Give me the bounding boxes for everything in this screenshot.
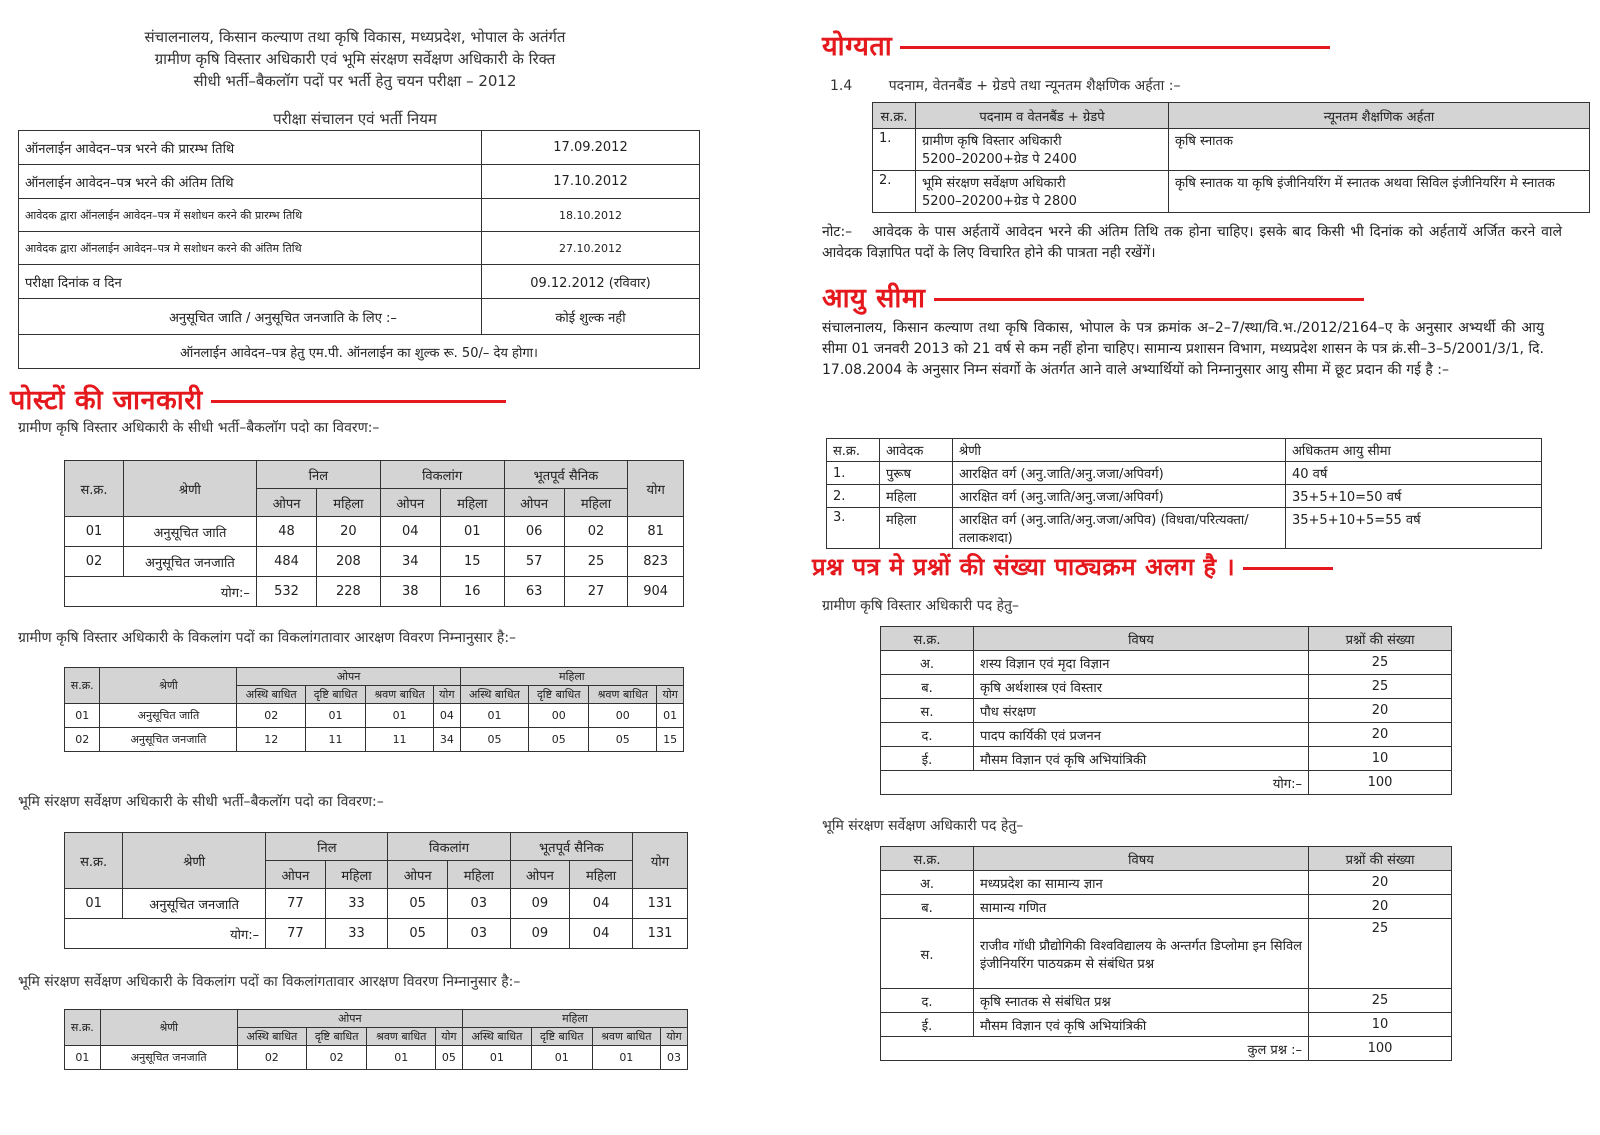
col-female: महिला	[570, 861, 633, 889]
col-ortho: अस्थि बाधित	[237, 1028, 306, 1046]
col-hearing: श्रवण बाधित	[592, 1028, 661, 1046]
table-cell: 48	[256, 517, 316, 547]
table-cell: 35+5+10+5=55 वर्ष	[1286, 508, 1542, 549]
table-cell: अनुसूचित जाति	[100, 704, 237, 728]
table-cell: 04	[380, 517, 440, 547]
table-cell: 05	[436, 1046, 463, 1070]
soil-syllabus-table	[880, 846, 1452, 1061]
date-label: ऑनलाईन आवेदन–पत्र भरने की अंतिम तिथि	[19, 165, 482, 199]
rural-disabled-table	[64, 667, 684, 752]
table-cell: राजीव गॉधी प्रौद्योगिकी विश्वविद्यालय के अन्तर्गत डिप्लोमा इन सिविल इंजीनियरिंग पाठयक्रम से संबंधित प्रश्न	[974, 919, 1309, 989]
note-label: नोट:–	[822, 224, 853, 240]
date-label: आवेदक द्वारा ऑनलाईन आवेदन–पत्र मे सशोधन करने की अंतिम तिथि	[19, 232, 482, 265]
table-cell: 81	[628, 517, 684, 547]
qualification-table	[872, 102, 1590, 213]
col-subject: विषय	[974, 627, 1309, 651]
table-cell: 04	[434, 704, 461, 728]
col-max-age: अधिकतम आयु सीमा	[1286, 439, 1542, 462]
table-cell: 01	[65, 1046, 101, 1070]
col-sno: स.क्र.	[65, 1010, 101, 1046]
table-cell: पुरूष	[880, 462, 953, 485]
table-cell: ग्रामीण कृषि विस्तार अधिकारी 5200–20200+ग्रेड पे 2400	[916, 129, 1169, 171]
table-cell: स.	[881, 919, 974, 989]
table-cell: शस्य विज्ञान एवं मृदा विज्ञान	[974, 651, 1309, 675]
t4-caption: भूमि संरक्षण सर्वेक्षण अधिकारी के विकलांग पदों का विकलांगतावार आरक्षण विवरण निम्नानुसार है:–	[18, 974, 521, 990]
table-cell: अनुसूचित जाति	[123, 517, 256, 547]
table-cell: 2.	[827, 485, 880, 508]
table-cell: अनुसूचित जनजाति	[100, 728, 237, 752]
col-category: श्रेणी	[953, 439, 1286, 462]
date-value: 17.10.2012	[482, 165, 700, 199]
table-cell: 12	[237, 728, 306, 752]
table-cell: 04	[570, 889, 633, 919]
total-row	[881, 1037, 1452, 1061]
table-row	[881, 919, 1452, 989]
table-cell: अनुसूचित जनजाति	[123, 889, 266, 919]
table-cell: 15	[440, 547, 504, 577]
table-cell: पौध संरक्षण	[974, 699, 1309, 723]
col-ex-servicemen: भूतपूर्व सैनिक	[504, 461, 628, 489]
table-row	[881, 675, 1452, 699]
table-cell: 35+5+10=50 वर्ष	[1286, 485, 1542, 508]
col-nil: निल	[256, 461, 380, 489]
col-open: ओपन	[266, 861, 325, 889]
table-cell: आरक्षित वर्ग (अनु.जाति/अनु.जजा/अपिव) (विधवा/परित्यक्ता/तलाकशदा)	[953, 508, 1286, 549]
col-sno: स.क्र.	[827, 439, 880, 462]
col-sno: स.क्र.	[65, 461, 124, 517]
col-open: ओपन	[510, 861, 569, 889]
table-cell: 05	[388, 889, 447, 919]
table-cell: 01	[366, 704, 434, 728]
table-cell: कृषि अर्थशास्त्र एवं विस्तार	[974, 675, 1309, 699]
table-cell: 15	[657, 728, 684, 752]
table-row	[881, 989, 1452, 1013]
col-visual: दृष्टि बाधित	[532, 1028, 593, 1046]
syllabus-heading: प्रश्न पत्र मे प्रश्नों की संख्या पाठ्यक्रम अलग है ।	[812, 550, 1333, 583]
col-sno: स.क्र.	[881, 847, 974, 871]
col-female: महिला	[440, 489, 504, 517]
col-total: योग	[632, 833, 687, 889]
table-cell: 1.	[873, 129, 916, 171]
table-cell: 02	[237, 704, 306, 728]
col-female: महिला	[462, 1010, 687, 1028]
col-sum: योग	[434, 686, 461, 704]
total-row	[65, 919, 688, 949]
rural-syllabus-table	[880, 626, 1452, 795]
t3-caption: भूमि संरक्षण सर्वेक्षण अधिकारी के सीधी भर्ती–बैकलॉग पदो का विवरण:–	[18, 794, 384, 810]
age-paragraph: संचालनालय, किसान कल्याण तथा कृषि विकास, भोपाल के पत्र क्रमांक अ–2–7/स्था/वि.भ./2012/2164–ए के अनुसार अभ्यर्थी की आयु सीमा 01 जनवरी 2013 को 21 वर्ष से कम नहीं होना चाहिए। सामान्य प्रशासन विभाग, मध्यप्रदेश शासन के पत्र क्रं.सी–3–5/2001/3/1, दि. 17.08.2004 के अनुसार निम्न संवर्गो के अंतर्गत आने वाले अभ्यार्थियों को निम्नानुसार आयु सीमा में छूट प्रदान की गई है :–	[822, 320, 1544, 378]
table-cell: 63	[504, 577, 564, 607]
table-row	[65, 889, 688, 919]
col-visual: दृष्टि बाधित	[529, 686, 589, 704]
col-hearing: श्रवण बाधित	[367, 1028, 436, 1046]
table-cell: 25	[1309, 919, 1452, 989]
table-cell: ब.	[881, 895, 974, 919]
qualification-caption	[830, 76, 1180, 95]
col-ortho: अस्थि बाधित	[237, 686, 306, 704]
date-value: कोई शुल्क नही	[482, 299, 700, 335]
table-cell: 20	[1309, 699, 1452, 723]
col-education: न्यूनतम शैक्षणिक अर्हता	[1169, 103, 1590, 129]
age-heading: आयु सीमा	[822, 278, 1364, 315]
table-cell: 03	[661, 1046, 688, 1070]
table-cell: भूमि संरक्षण सर्वेक्षण अधिकारी 5200–20200+ग्रेड पे 2800	[916, 171, 1169, 213]
soil-disabled-table	[64, 1009, 688, 1070]
table-row	[881, 723, 1452, 747]
col-visual: दृष्टि बाधित	[306, 1028, 367, 1046]
table-cell: 484	[256, 547, 316, 577]
header-line-2: ग्रामीण कृषि विस्तार अधिकारी एवं भूमि संरक्षण सर्वेक्षण अधिकारी के रिक्त	[154, 50, 556, 68]
table-cell: 77	[266, 889, 325, 919]
table-cell: 33	[325, 919, 388, 949]
table-cell: 27	[564, 577, 628, 607]
table-cell: 02	[65, 547, 124, 577]
table-cell: 34	[434, 728, 461, 752]
table-cell: 20	[317, 517, 381, 547]
col-open: ओपन	[380, 489, 440, 517]
table-cell: 01	[462, 1046, 531, 1070]
table-cell: 09	[510, 889, 569, 919]
table-cell: 01	[65, 517, 124, 547]
table-row	[881, 895, 1452, 919]
col-sum: योग	[657, 686, 684, 704]
doc-header	[10, 26, 700, 92]
table-cell: 01	[65, 704, 100, 728]
posts-heading: पोस्टों की जानकारी	[10, 380, 506, 417]
col-sum: योग	[436, 1028, 463, 1046]
col-category: श्रेणी	[100, 1010, 237, 1046]
col-post: पदनाम व वेतनबैंड + ग्रेडपे	[916, 103, 1169, 129]
table-row	[873, 129, 1590, 171]
table-cell: ब.	[881, 675, 974, 699]
col-sum: योग	[661, 1028, 688, 1046]
col-open: ओपन	[388, 861, 447, 889]
col-total: योग	[628, 461, 684, 517]
table-cell: 25	[564, 547, 628, 577]
date-label: परीक्षा दिनांक व दिन	[19, 265, 482, 299]
rural-syllabus-caption: ग्रामीण कृषि विस्तार अधिकारी पद हेतु–	[822, 598, 1020, 614]
table-cell: 01	[460, 704, 529, 728]
col-hearing: श्रवण बाधित	[589, 686, 657, 704]
table-cell: 131	[632, 919, 687, 949]
col-category: श्रेणी	[100, 668, 237, 704]
col-count: प्रश्नों की संख्या	[1309, 627, 1452, 651]
qualification-note	[822, 222, 1562, 264]
table-cell: पादप कार्यिकी एवं प्रजनन	[974, 723, 1309, 747]
col-applicant: आवेदक	[880, 439, 953, 462]
table-cell: 20	[1309, 895, 1452, 919]
t2-caption: ग्रामीण कृषि विस्तार अधिकारी के विकलांग पदों का विकलांगतावार आरक्षण विवरण निम्नानुसार है:–	[18, 630, 517, 646]
table-cell: 05	[460, 728, 529, 752]
table-cell: 11	[306, 728, 366, 752]
table-row	[873, 171, 1590, 213]
table-row	[881, 747, 1452, 771]
table-row	[65, 704, 684, 728]
col-sno: स.क्र.	[65, 668, 100, 704]
date-value: 17.09.2012	[482, 131, 700, 165]
table-cell: योग:–	[65, 919, 266, 949]
table-cell: 03	[447, 919, 510, 949]
col-category: श्रेणी	[123, 461, 256, 517]
col-female: महिला	[447, 861, 510, 889]
col-sno: स.क्र.	[65, 833, 123, 889]
date-label: ऑनलाईन आवेदन–पत्र भरने की प्रारम्भ तिथि	[19, 131, 482, 165]
table-row	[65, 728, 684, 752]
table-cell: आरक्षित वर्ग (अनु.जाति/अनु.जजा/अपिवर्ग)	[953, 485, 1286, 508]
table-cell: 100	[1309, 1037, 1452, 1061]
table-cell: 10	[1309, 747, 1452, 771]
col-female: महिला	[564, 489, 628, 517]
table-row	[881, 871, 1452, 895]
table-cell: 04	[570, 919, 633, 949]
table-cell: 2.	[873, 171, 916, 213]
date-label: आवेदक द्वारा ऑनलाईन आवेदन–पत्र में सशोधन करने की प्रारम्भ तिथि	[19, 199, 482, 232]
table-cell: अनुसूचित जनजाति	[100, 1046, 237, 1070]
table-cell: 01	[440, 517, 504, 547]
header-line-1: संचालनालय, किसान कल्याण तथा कृषि विकास, मध्यप्रदेश, भोपाल के अतंर्गत	[144, 28, 566, 46]
table-cell: मध्यप्रदेश का सामान्य ज्ञान	[974, 871, 1309, 895]
table-cell: 532	[256, 577, 316, 607]
table-cell: कुल प्रश्न :–	[881, 1037, 1309, 1061]
header-line-3: सीधी भर्ती–बैकलॉग पदों पर भर्ती हेतु चयन परीक्षा – 2012	[193, 72, 517, 90]
table-cell: योग:–	[881, 771, 1309, 795]
table-cell: 02	[65, 728, 100, 752]
table-row	[881, 651, 1452, 675]
table-cell: 02	[564, 517, 628, 547]
col-nil: निल	[266, 833, 388, 861]
col-sno: स.क्र.	[881, 627, 974, 651]
date-value: 18.10.2012	[482, 199, 700, 232]
table-cell: 3.	[827, 508, 880, 549]
col-hearing: श्रवण बाधित	[366, 686, 434, 704]
table-cell: 01	[65, 889, 123, 919]
t1-caption: ग्रामीण कृषि विस्तार अधिकारी के सीधी भर्ती–बैकलॉग पदो का विवरण:–	[18, 420, 380, 436]
table-cell: ई.	[881, 747, 974, 771]
table-row	[65, 517, 684, 547]
table-cell: अ.	[881, 651, 974, 675]
table-cell: 823	[628, 547, 684, 577]
col-disabled: विकलांग	[380, 461, 504, 489]
rural-posts-table	[64, 460, 684, 607]
table-cell: 16	[440, 577, 504, 607]
table-cell: सामान्य गणित	[974, 895, 1309, 919]
table-row	[827, 485, 1542, 508]
col-female: महिला	[317, 489, 381, 517]
table-cell: द.	[881, 989, 974, 1013]
col-open: ओपन	[256, 489, 316, 517]
col-open: ओपन	[504, 489, 564, 517]
col-visual: दृष्टि बाधित	[306, 686, 366, 704]
table-cell: 100	[1309, 771, 1452, 795]
table-cell: 03	[447, 889, 510, 919]
table-cell: 20	[1309, 723, 1452, 747]
col-category: श्रेणी	[123, 833, 266, 889]
table-cell: 09	[510, 919, 569, 949]
col-subject: विषय	[974, 847, 1309, 871]
table-cell: अ.	[881, 871, 974, 895]
table-cell: 40 वर्ष	[1286, 462, 1542, 485]
table-cell: 01	[592, 1046, 661, 1070]
soil-syllabus-caption: भूमि संरक्षण सर्वेक्षण अधिकारी पद हेतु–	[822, 818, 1024, 834]
qualification-heading: योग्यता	[822, 26, 1330, 63]
table-cell: कृषि स्नातक या कृषि इंजीनियरिंग में स्नातक अथवा सिविल इंजीनियरिंग मे स्नातक	[1169, 171, 1590, 213]
table-row	[827, 462, 1542, 485]
col-sno: स.क्र.	[873, 103, 916, 129]
table-cell: 02	[306, 1046, 367, 1070]
col-female: महिला	[460, 668, 683, 686]
table-row	[881, 1013, 1452, 1037]
table-cell: स.	[881, 699, 974, 723]
table-cell: 10	[1309, 1013, 1452, 1037]
table-cell: 33	[325, 889, 388, 919]
table-cell: 01	[367, 1046, 436, 1070]
table-cell: ई.	[881, 1013, 974, 1037]
table-cell: 25	[1309, 989, 1452, 1013]
table-cell: 25	[1309, 651, 1452, 675]
note-text: आवेदक के पास अर्हतायें आवेदन भरने की अंतिम तिथि तक होना चाहिए। इसके बाद किसी भी दिनांक को अर्हतायें अर्जित करने वाले आवेदक विज्ञापित पदों के लिए विचारित होने की पात्रता नही रखेंगें।	[822, 224, 1562, 261]
table-cell: 01	[532, 1046, 593, 1070]
table-cell: 228	[317, 577, 381, 607]
table-cell: महिला	[880, 485, 953, 508]
col-disabled: विकलांग	[388, 833, 510, 861]
table-cell: कृषि स्नातक	[1169, 129, 1590, 171]
table-cell: 904	[628, 577, 684, 607]
table-cell: 34	[380, 547, 440, 577]
table-cell: अनुसूचित जनजाति	[123, 547, 256, 577]
table-cell: आरक्षित वर्ग (अनु.जाति/अनु.जजा/अपिवर्ग)	[953, 462, 1286, 485]
table-cell: 57	[504, 547, 564, 577]
table-row	[827, 508, 1542, 549]
table-cell: 25	[1309, 675, 1452, 699]
table-cell: 11	[366, 728, 434, 752]
table-cell: 00	[589, 704, 657, 728]
table-cell: 208	[317, 547, 381, 577]
age-table	[826, 438, 1542, 549]
date-label: अनुसूचित जाति / अनुसूचित जनजाति के लिए :–	[19, 299, 482, 335]
total-row	[881, 771, 1452, 795]
table-cell: मौसम विज्ञान एवं कृषि अभियांत्रिकी	[974, 1013, 1309, 1037]
table-cell: 05	[388, 919, 447, 949]
col-open: ओपन	[237, 668, 460, 686]
table-row	[881, 699, 1452, 723]
table-cell: महिला	[880, 508, 953, 549]
table-cell: 01	[306, 704, 366, 728]
table-cell: द.	[881, 723, 974, 747]
section-number: 1.4	[830, 78, 853, 94]
table-cell: 05	[529, 728, 589, 752]
table-cell: 05	[589, 728, 657, 752]
table-cell: 06	[504, 517, 564, 547]
col-ortho: अस्थि बाधित	[462, 1028, 531, 1046]
caption-text: पदनाम, वेतनबैंड + ग्रेडपे तथा न्यूनतम शैक्षणिक अर्हता :–	[888, 78, 1181, 94]
total-row	[65, 577, 684, 607]
col-ex-servicemen: भूतपूर्व सैनिक	[510, 833, 632, 861]
table-cell: 20	[1309, 871, 1452, 895]
col-count: प्रश्नों की संख्या	[1309, 847, 1452, 871]
col-female: महिला	[325, 861, 388, 889]
table-cell: 77	[266, 919, 325, 949]
table-cell: 00	[529, 704, 589, 728]
col-ortho: अस्थि बाधित	[460, 686, 529, 704]
table-cell: योग:–	[65, 577, 257, 607]
table-cell: कृषि स्नातक से संबंधित प्रश्न	[974, 989, 1309, 1013]
table-cell: मौसम विज्ञान एवं कृषि अभियांत्रिकी	[974, 747, 1309, 771]
col-open: ओपन	[237, 1010, 462, 1028]
dates-table	[18, 130, 700, 369]
table-row	[65, 1046, 688, 1070]
table-cell: 01	[657, 704, 684, 728]
table-row	[65, 547, 684, 577]
rules-title: परीक्षा संचालन एवं भर्ती नियम	[273, 110, 437, 128]
date-value: 27.10.2012	[482, 232, 700, 265]
soil-posts-table	[64, 832, 688, 949]
table-cell: 38	[380, 577, 440, 607]
table-cell: 131	[632, 889, 687, 919]
fee-note: ऑनलाईन आवेदन–पत्र हेतु एम.पी. ऑनलाईन का शुल्क रू. 50/– देय होगा।	[19, 335, 700, 369]
table-cell: 1.	[827, 462, 880, 485]
table-cell: 02	[237, 1046, 306, 1070]
date-value: 09.12.2012 (रविवार)	[482, 265, 700, 299]
